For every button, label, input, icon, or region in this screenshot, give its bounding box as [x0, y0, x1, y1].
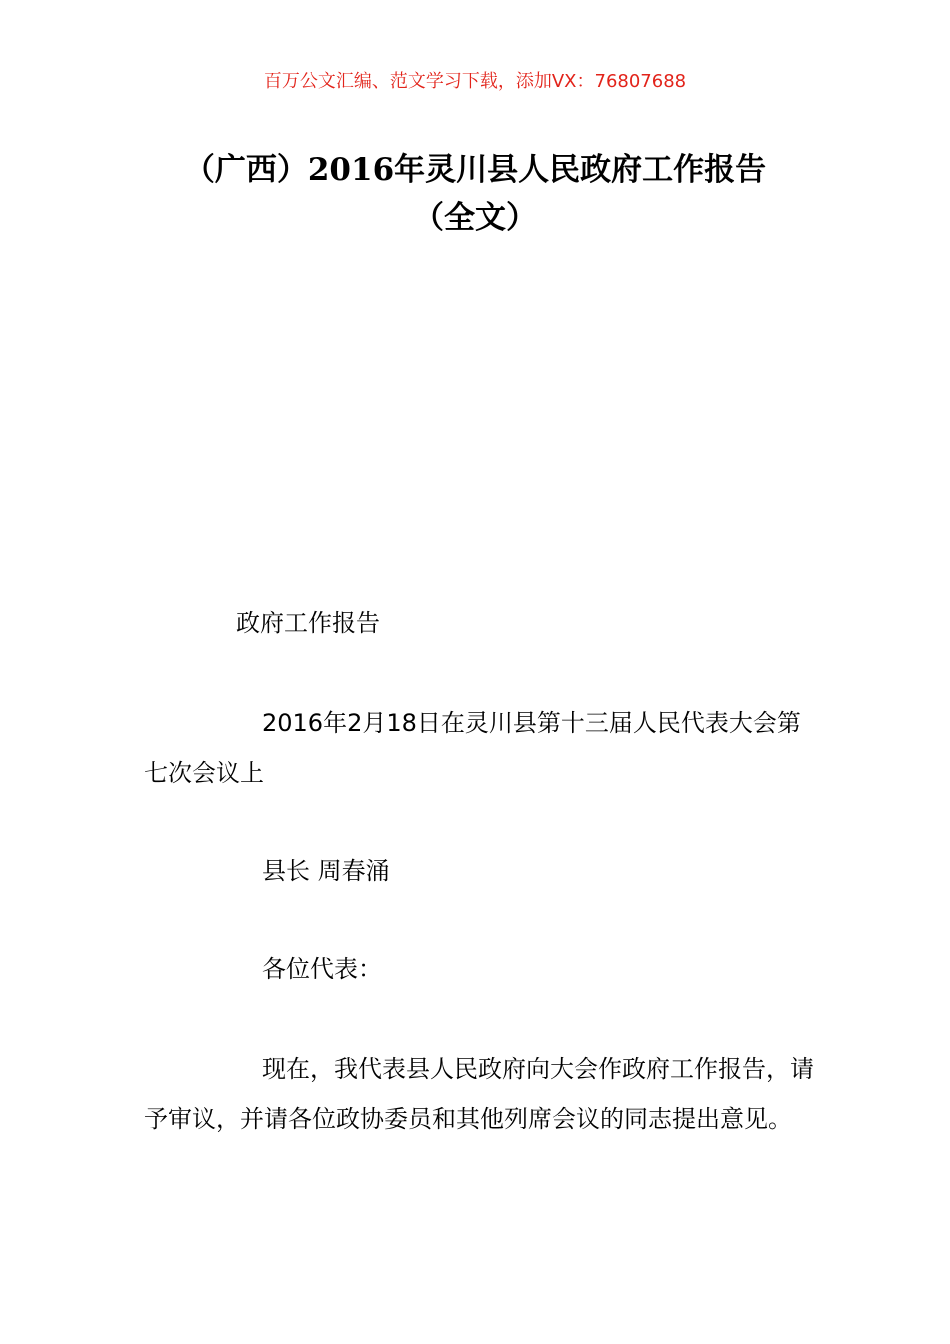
title-line-1: （广西）2016年灵川县人民政府工作报告: [183, 152, 767, 188]
salutation: 各位代表：: [262, 955, 382, 983]
header-note: 百万公文汇编、范文学习下载，添加VX：76807688: [263, 71, 687, 92]
document-title: [130, 146, 820, 242]
opening-paragraph: 现在，我代表县人民政府向大会作政府工作报告，请予审议，并请各位政协委员和其他列席会议的同志提出意见。: [144, 1055, 814, 1133]
title-line-2: （全文）: [413, 200, 537, 236]
report-heading-label: 政府工作报告: [236, 609, 380, 637]
speaker-line: 县长 周春涌: [262, 857, 390, 885]
meeting-info: 2016年2月18日在灵川县第十三届人民代表大会第七次会议上: [144, 709, 801, 787]
